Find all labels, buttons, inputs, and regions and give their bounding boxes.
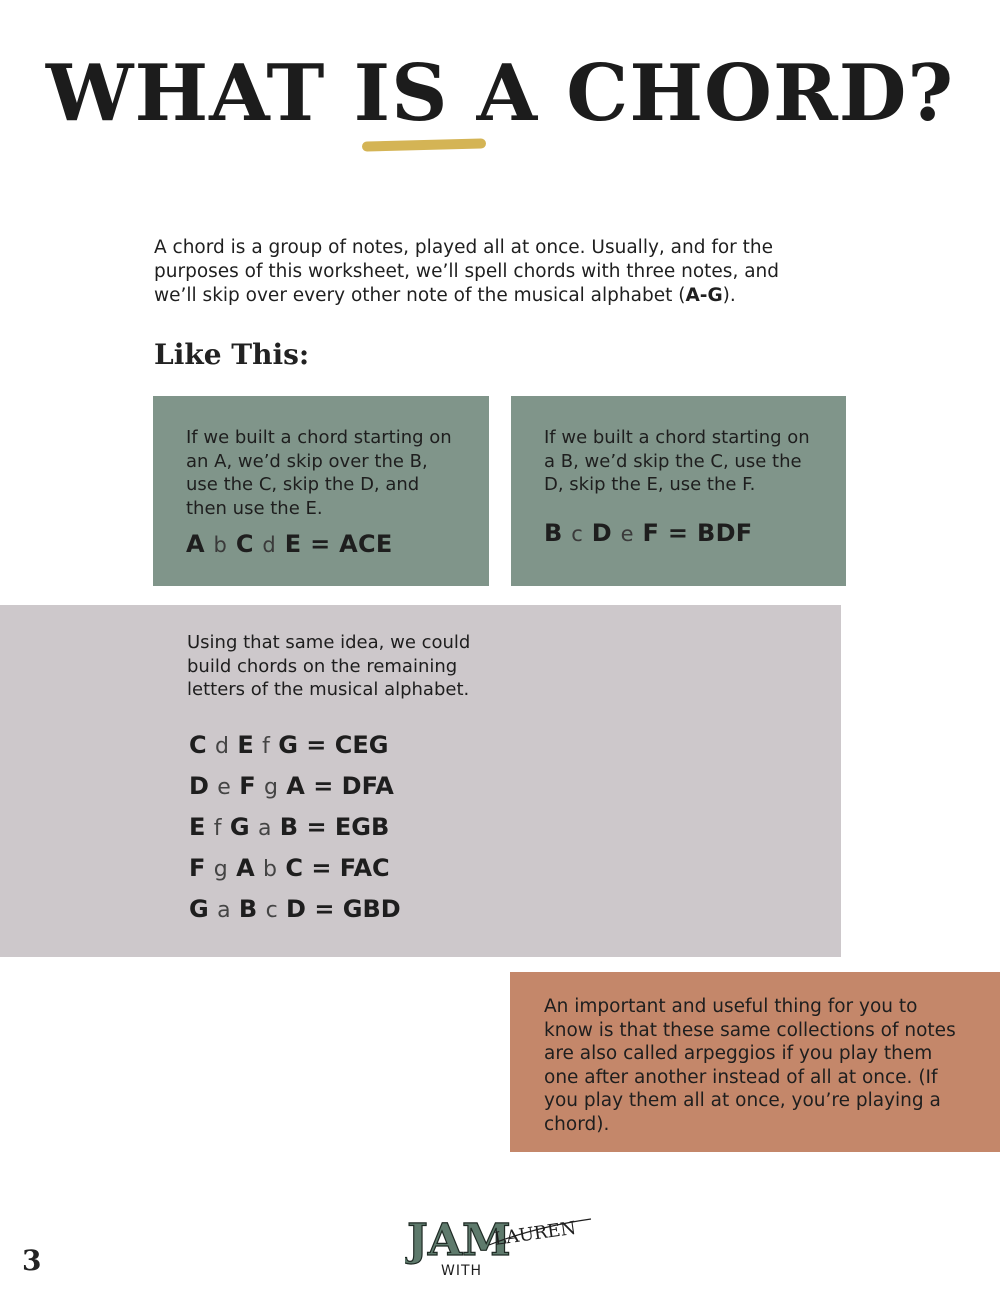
chord-note: B [279, 812, 299, 841]
chord-result: = DFA [313, 771, 394, 800]
example-box-b [511, 396, 846, 586]
page-number: 3 [22, 1244, 42, 1277]
chord-row [189, 807, 841, 848]
chord-note: C [235, 530, 254, 558]
chord-note: F [642, 518, 660, 547]
chord-note: F [189, 853, 206, 882]
chord-note: G [229, 812, 250, 841]
chord-note: B [238, 894, 258, 923]
skipped-note: e [217, 774, 231, 800]
example-a-text: If we built a chord starting on an A, we’d skip over the B, use the C, skip the D, and then use the E. [186, 427, 452, 519]
chord-note: E [284, 530, 302, 558]
skipped-note: a [217, 897, 231, 923]
chord-row [189, 725, 841, 766]
chord-note: D [591, 518, 612, 547]
skipped-note: e [620, 521, 634, 546]
skipped-note: b [263, 856, 277, 882]
intro-paragraph [154, 236, 814, 308]
chord-result: = EGB [306, 812, 390, 841]
skipped-note: c [571, 521, 584, 546]
chord-result: = FAC [311, 853, 390, 882]
jam-with-lauren-logo [405, 1205, 600, 1285]
skipped-note: f [262, 733, 270, 759]
chord-result: = BDF [667, 518, 753, 547]
chord-note: D [189, 771, 209, 800]
arpeggio-note-box [510, 972, 1000, 1152]
chord-result: = ACE [310, 530, 393, 558]
example-b-equation [544, 519, 814, 547]
chord-note: B [544, 518, 563, 547]
chord-result: = GBD [314, 894, 401, 923]
arpeggio-note-text: An important and useful thing for you to know is that these same collections of notes are also called arpeggios if you play them one after another instead of all at once. (If you play them all at once, you’re playing a chord). [544, 996, 956, 1135]
chord-row [189, 889, 841, 930]
like-this-heading: Like This: [154, 338, 310, 371]
chord-note: C [189, 730, 207, 759]
chord-result: = CEG [306, 730, 389, 759]
chord-note: C [285, 853, 303, 882]
skipped-note: c [265, 897, 278, 923]
intro-text: A chord is a group of notes, played all at once. Usually, and for the purposes of this worksheet, we’ll spell chords with three notes, and we’ll skip over every other note of the musical alphabet ( [154, 237, 780, 306]
skipped-note: g [263, 774, 278, 800]
page-title: WHAT IS A CHORD? [45, 48, 955, 139]
skipped-note: d [262, 533, 277, 557]
title-underline-decoration [362, 138, 486, 151]
logo-with: WITH [441, 1263, 483, 1279]
example-a-equation [186, 530, 457, 558]
logo-lauren: LAUREN [492, 1217, 578, 1250]
skipped-note: f [213, 815, 222, 841]
remaining-chords-box [0, 605, 841, 957]
skipped-note: b [213, 533, 228, 557]
example-b-text: If we built a chord starting on a B, we’d skip the C, use the D, skip the E, use the F. [544, 427, 810, 495]
chord-note: G [278, 730, 298, 759]
chord-note: E [189, 812, 206, 841]
chord-row [189, 766, 841, 807]
chord-note: A [286, 771, 305, 800]
chord-note: D [286, 894, 306, 923]
chord-note: A [186, 530, 205, 558]
logo-jam: JAM [407, 1215, 511, 1266]
chord-list [189, 725, 841, 930]
chord-note: E [237, 730, 254, 759]
intro-range: A-G [685, 285, 723, 306]
skipped-note: a [257, 815, 272, 841]
skipped-note: g [213, 856, 228, 882]
chord-note: A [236, 853, 255, 882]
remaining-text: Using that same idea, we could build chords on the remaining letters of the musical alphabet. [187, 632, 471, 700]
chord-row [189, 848, 841, 889]
chord-note: F [239, 771, 256, 800]
intro-end: ). [722, 285, 736, 306]
example-box-a [153, 396, 489, 586]
skipped-note: d [214, 733, 229, 759]
chord-note: G [189, 894, 209, 923]
